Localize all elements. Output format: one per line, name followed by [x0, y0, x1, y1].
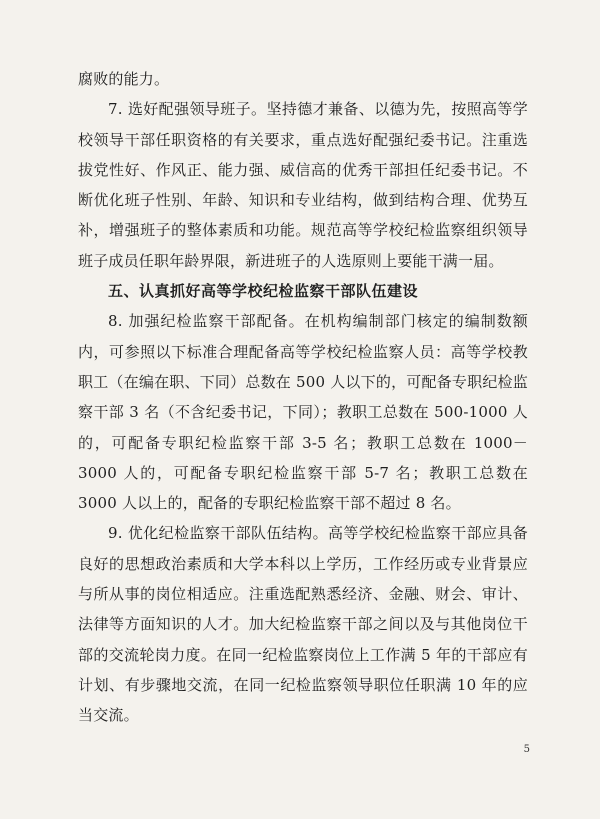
paragraph-8-staffing: 8. 加强纪检监察干部配备。在机构编制部门核定的编制数额内，可参照以下标准合理配备高等学校纪检监察人员：高等学校教职工（在编在职、下同）总数在 500 人以下的，可配备专职纪检监察干部 3 名（不含纪委书记，下同）；教职工总数在 500-1000 人的，可配备专职纪检监察干部 3-5 名；教职工总数在 1000－3000 人的，可配备专职纪检监察干部 5-7 名；教职工总数在 3000 人以上的，配备的专职纪检监察干部不超过 8 名。 — [78, 312, 528, 513]
continuation-paragraph: 腐败的能力。 — [78, 70, 170, 88]
paragraph-9-structure: 9. 优化纪检监察干部队伍结构。高等学校纪检监察干部应具备良好的思想政治素质和大学本科以上学历，工作经历或专业背景应与所从事的岗位相适应。注重选配熟悉经济、金融、财会、审计、法律等方面知识的人才。加大纪检监察干部之间以及与其他岗位干部的交流轮岗力度。在同一纪检监察岗位上工作满 5 年的干部应有计划、有步骤地交流，在同一纪检监察领导职位任职满 10 年的应当交流。 — [78, 524, 528, 725]
paragraph-7-leadership: 7. 选好配强领导班子。坚持德才兼备、以德为先，按照高等学校领导干部任职资格的有关要求，重点选好配强纪委书记。注重选拔党性好、作风正、能力强、威信高的优秀干部担任纪委书记。不断优化班子性别、年龄、知识和专业结构，做到结构合理、优势互补，增强班子的整体素质和功能。规范高等学校纪检监察组织领导班子成员任职年龄界限，新进班子的人选原则上要能干满一届。 — [78, 100, 528, 270]
document-body — [78, 64, 528, 731]
page-number: 5 — [523, 744, 530, 755]
section-heading-5: 五、认真抓好高等学校纪检监察干部队伍建设 — [108, 282, 419, 301]
